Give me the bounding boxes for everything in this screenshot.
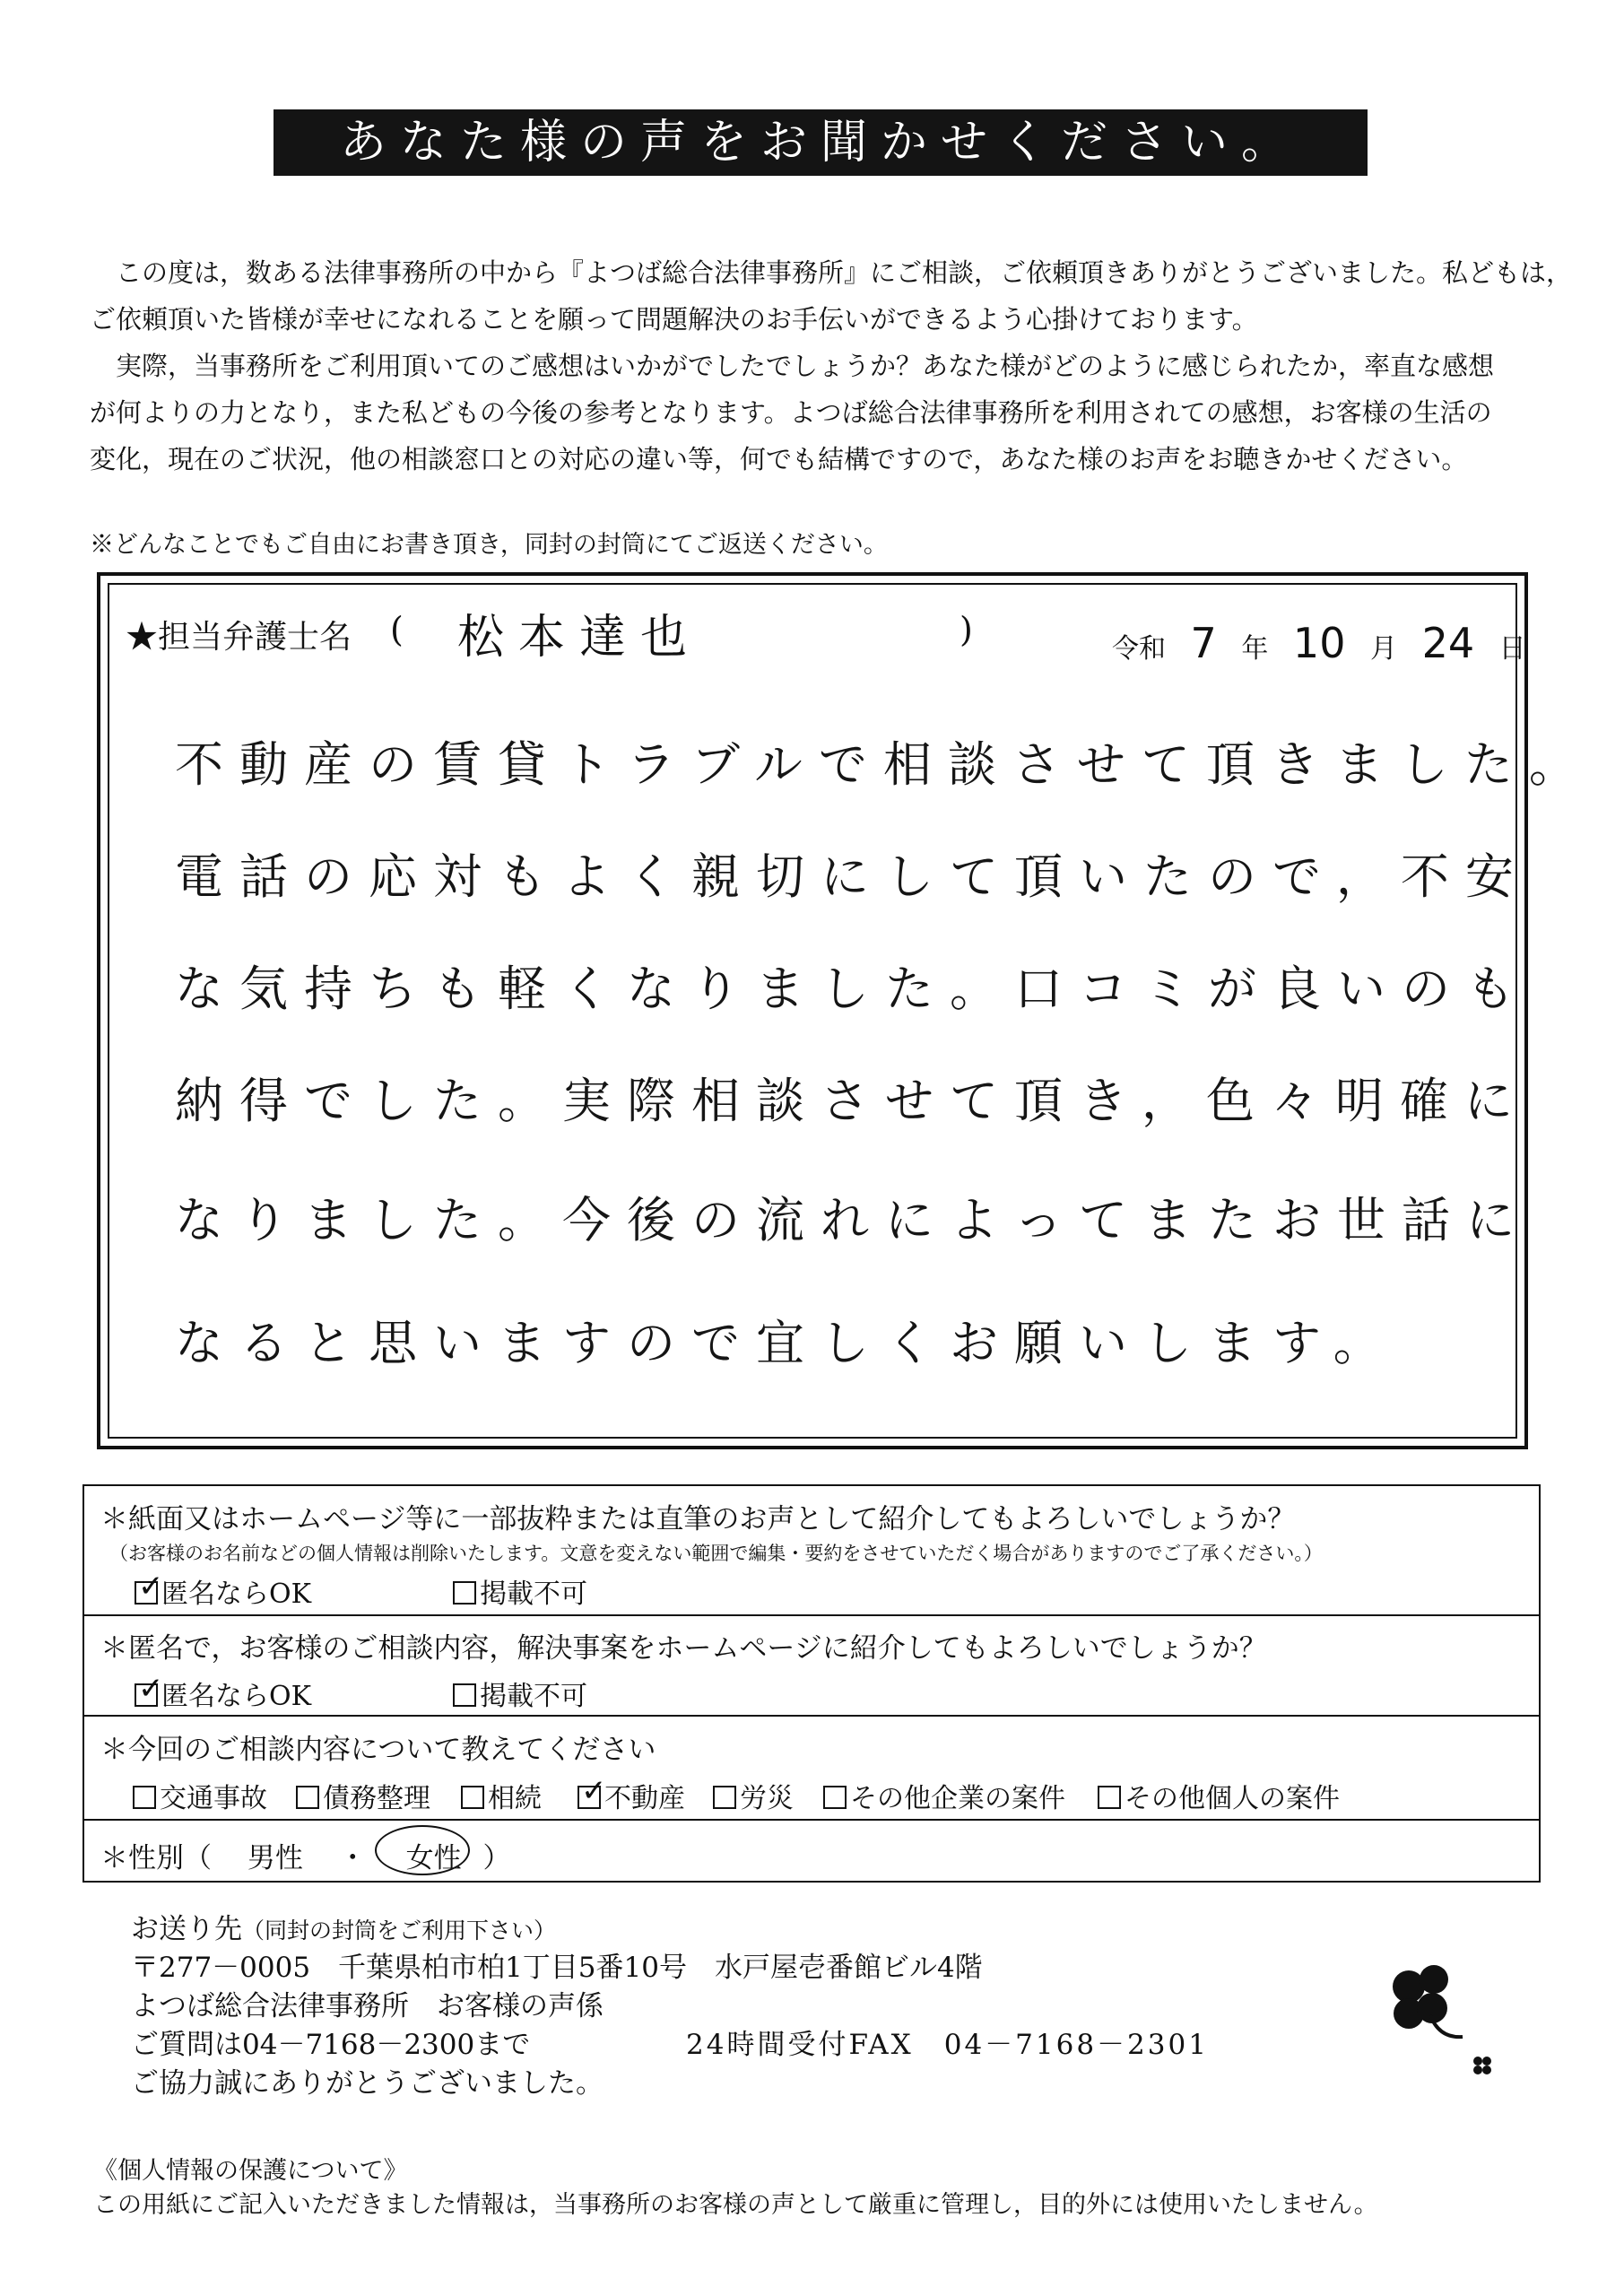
q3-option-inheritance[interactable]: 相続 [461, 1776, 542, 1815]
question-2: ＊匿名で，お客様のご相談内容，解決事案をホームページに紹介してもよろしいでしょうか？ [100, 1632, 1267, 1665]
q1-option-no-publish[interactable]: 掲載不可 [453, 1571, 587, 1611]
question-1-note: （お客様のお名前などの個人情報は削除いたします。文意を変えない範囲で編集・要約をさせていただく場合がありますのでご了承ください。） [109, 1543, 1323, 1564]
survey-divider-1 [83, 1614, 1541, 1616]
comment-line-3: な気持ちも軽くなりました。口コミが良いのも [175, 961, 1531, 1017]
comment-line-1: 不動産の賃貸トラブルで相談させて頂きました。 [175, 736, 1594, 793]
intro-line-1: この度は，数ある法律事務所の中から『よつば総合法律事務所』にご相談，ご依頼頂きありがとうございました。私どもは， [90, 257, 1573, 288]
survey-divider-3 [83, 1819, 1541, 1821]
instruction-note: ※どんなことでもご自由にお書き頂き，同封の封筒にてご返送ください。 [90, 531, 888, 559]
paren-open: ( [390, 610, 404, 649]
q3-option-real-estate[interactable]: ✓ 不動産 [578, 1776, 685, 1815]
checkbox-icon[interactable] [453, 1581, 476, 1605]
intro-line-2: ご依頼頂いた皆様が幸せになれることを願って問題解決のお手伝いができるよう心掛けております。 [90, 304, 1258, 335]
intro-line-5: 変化，現在のご状況，他の相談窓口との対応の違い等，何でも結構ですので，あなた様のお声をお聴きかせください。 [90, 444, 1468, 474]
office-line: よつば総合法律事務所 お客様の声係 [131, 1990, 604, 2022]
send-to-heading: お送り先 [131, 1913, 242, 1945]
q3-option-labor-accident[interactable]: 労災 [713, 1776, 794, 1815]
gender-female[interactable]: 女性 [405, 1842, 462, 1874]
paren-close: ) [960, 610, 973, 649]
gender-male[interactable]: 男性 [247, 1842, 303, 1874]
checkbox-checked-icon[interactable] [135, 1683, 158, 1707]
page-title: あなた様の声をお聞かせください。 [274, 109, 1368, 176]
date-day-value[interactable]: 24 [1421, 619, 1475, 667]
clover-icon [1376, 1951, 1511, 2085]
gender-close: ） [482, 1842, 511, 1874]
checkbox-icon[interactable] [453, 1683, 476, 1707]
lawyer-label: ★担当弁護士名 [126, 619, 352, 656]
q2-option-no-publish[interactable]: 掲載不可 [453, 1674, 587, 1713]
question-1: ＊紙面又はホームページ等に一部抜粋または直筆のお声として紹介してもよろしいでしょうか？ [100, 1503, 1296, 1535]
address-line: 〒277－0005 千葉県柏市柏1丁目5番10号 水戸屋壱番館ビル4階 [131, 1952, 983, 1984]
comment-line-4: 納得でした。実際相談させて頂き，色々明確に [175, 1073, 1529, 1129]
date-year-label: 年 [1241, 633, 1269, 665]
date-day-label: 日 [1498, 633, 1526, 665]
checkbox-checked-icon[interactable] [135, 1581, 158, 1605]
checkbox-icon[interactable] [713, 1786, 736, 1809]
checkbox-icon[interactable] [296, 1786, 319, 1809]
date-year-value[interactable]: 7 [1190, 619, 1217, 667]
gender-selection-circle [375, 1825, 470, 1875]
gender-separator: ・ [338, 1842, 367, 1874]
checkbox-icon[interactable] [133, 1786, 156, 1809]
q3-option-other-corporate[interactable]: その他企業の案件 [823, 1776, 1065, 1815]
survey-divider-2 [83, 1715, 1541, 1717]
checkbox-icon[interactable] [461, 1786, 484, 1809]
comment-line-2: 電話の応対もよく親切にして頂いたので，不安 [175, 848, 1530, 905]
date-month-label: 月 [1370, 633, 1398, 665]
q3-option-other-personal[interactable]: その他個人の案件 [1098, 1776, 1340, 1815]
comment-line-6: なると思いますので宜しくお願いします。 [175, 1315, 1398, 1371]
date-field [1112, 619, 1526, 667]
q2-option-anonymous-ok[interactable]: ✓匿名ならOK [135, 1674, 311, 1713]
lawyer-name-field[interactable]: 松本達也 [457, 611, 702, 665]
thanks-line: ご協力誠にありがとうございました。 [131, 2067, 604, 2100]
q3-option-debt[interactable]: 債務整理 [296, 1776, 430, 1815]
privacy-heading: 《個人情報の保護について》 [93, 2157, 408, 2185]
fax-line: 24時間受付FAX 04－7168－2301 [686, 2029, 1209, 2061]
q3-option-traffic[interactable]: 交通事故 [133, 1776, 267, 1815]
intro-line-4: が何よりの力となり，また私どもの今後の参考となります。よつば総合法律事務所を利用されての感想，お客様の生活の [90, 397, 1492, 428]
privacy-text: この用紙にご記入いただきました情報は，当事務所のお客様の声として厳重に管理し，目的外には使用いたしません。 [93, 2191, 1378, 2219]
checkbox-checked-icon[interactable] [578, 1786, 601, 1809]
question-3: ＊今回のご相談内容について教えてください [100, 1734, 656, 1766]
intro-line-3: 実際，当事務所をご利用頂いてのご感想はいかがでしたでしょうか？あなた様がどのように感じられたか，率直な感想 [90, 351, 1495, 381]
date-month-value[interactable]: 10 [1292, 619, 1346, 667]
gender-label: ＊性別（ [100, 1842, 212, 1874]
checkbox-icon[interactable] [823, 1786, 847, 1809]
comment-line-5: なりました。今後の流れによってまたお世話に [175, 1192, 1531, 1248]
checkbox-icon[interactable] [1098, 1786, 1121, 1809]
send-to-note: （同封の封筒をご利用下さい） [242, 1918, 557, 1944]
date-era: 令和 [1112, 633, 1166, 665]
phone-line: ご質問は04－7168－2300まで [131, 2029, 531, 2061]
q1-option-anonymous-ok[interactable]: ✓匿名ならOK [135, 1571, 311, 1611]
send-to [131, 1906, 556, 1946]
